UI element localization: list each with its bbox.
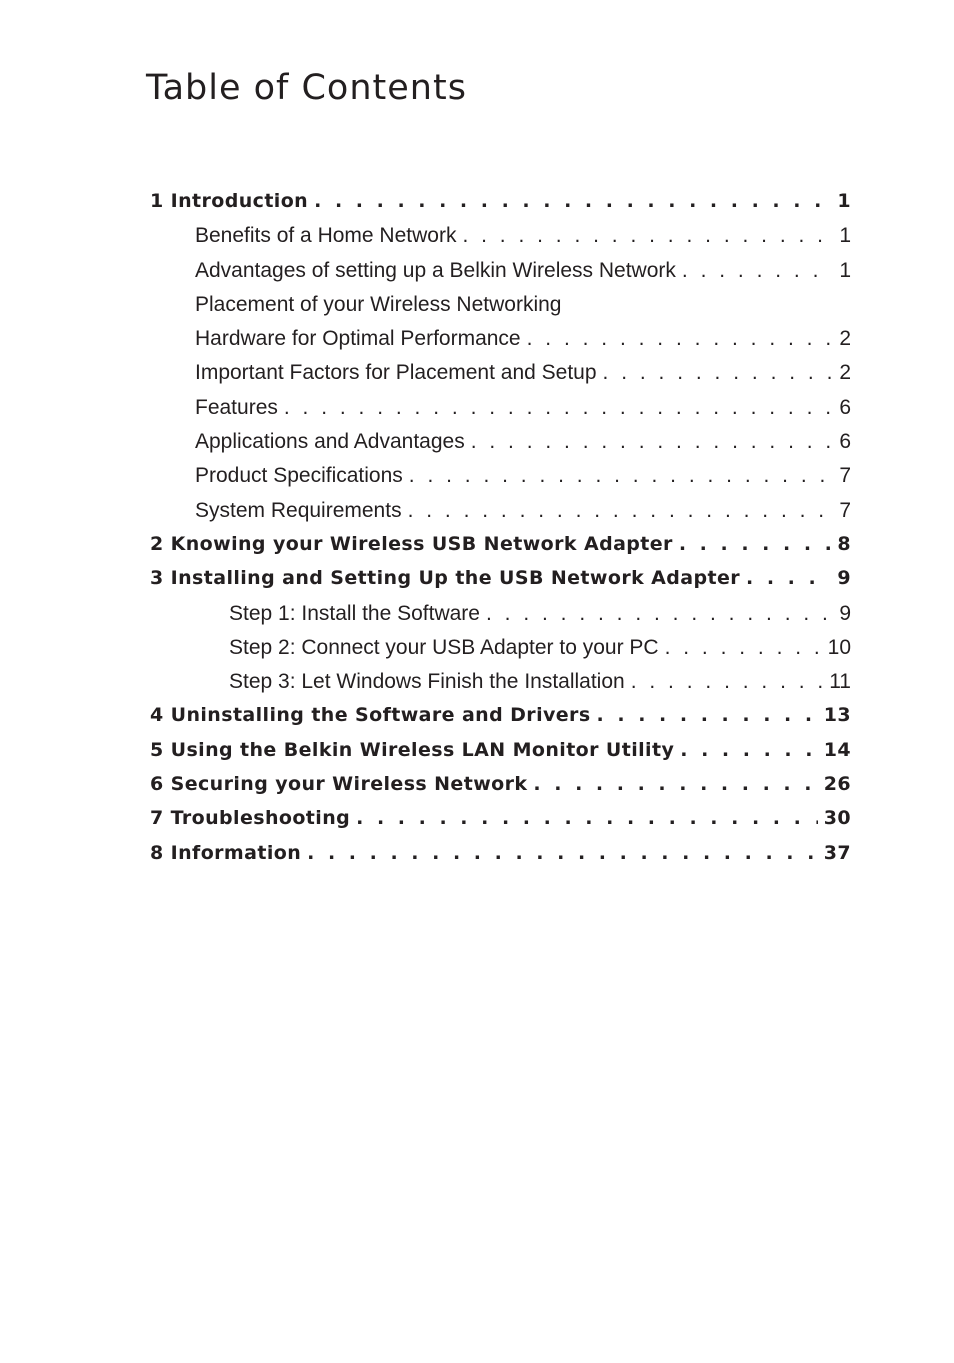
toc-entry-label: 4 Uninstalling the Software and Drivers: [150, 704, 591, 727]
toc-entry-page: 1: [839, 258, 851, 282]
toc-entry-page: 14: [823, 738, 851, 761]
dot-leader: [486, 602, 833, 626]
toc-entry-label: Important Factors for Placement and Setup: [195, 361, 597, 385]
toc-entry-placement[interactable]: [150, 293, 851, 327]
dot-leader: [665, 636, 822, 660]
toc-entry-page: 37: [823, 841, 851, 864]
toc-entry-features[interactable]: [150, 396, 851, 430]
toc-entry-page: 26: [823, 773, 851, 796]
toc-entry-label: 8 Information: [150, 841, 302, 864]
toc-entry-label: Applications and Advantages: [195, 430, 465, 454]
toc-entry-page: 10: [827, 635, 851, 659]
toc-entry-page: 11: [829, 670, 851, 694]
toc-entry-page: 9: [839, 601, 851, 625]
toc-entry-applications[interactable]: [150, 430, 851, 464]
toc-entry-step-3[interactable]: [150, 670, 851, 704]
toc-entry-label: Step 2: Connect your USB Adapter to your PC: [229, 635, 659, 659]
dot-leader: [533, 773, 817, 795]
dot-leader: [314, 190, 831, 212]
toc-entry-page: 30: [823, 807, 851, 830]
toc-entry-label: 1 Introduction: [150, 190, 309, 212]
toc-entry-page: 9: [837, 567, 851, 590]
toc-entry-label: 7 Troubleshooting: [150, 807, 351, 830]
toc-entry-installing[interactable]: [150, 567, 851, 601]
toc-entry-hardware-performance[interactable]: [150, 327, 851, 361]
toc-entry-label: 5 Using the Belkin Wireless LAN Monitor Utility: [150, 738, 675, 761]
toc-entry-page: 7: [839, 498, 851, 522]
toc-entry-label: Advantages of setting up a Belkin Wireless Network: [195, 258, 676, 282]
toc-entry-securing[interactable]: [150, 773, 851, 807]
toc-entry-uninstalling[interactable]: [150, 704, 851, 738]
toc-entry-label: Product Specifications: [195, 464, 403, 488]
toc-entry-troubleshooting[interactable]: [150, 807, 851, 841]
dot-leader: [284, 396, 833, 420]
toc-entry-knowing-adapter[interactable]: [150, 533, 851, 567]
dot-leader: [680, 739, 818, 761]
toc-entry-label: Features: [195, 395, 278, 419]
dot-leader: [409, 464, 834, 488]
dot-leader: [631, 670, 823, 694]
dot-leader: [408, 499, 834, 523]
toc-entry-page: 2: [839, 327, 851, 351]
toc-entry-specifications[interactable]: [150, 464, 851, 498]
page-title: Table of Contents: [146, 68, 467, 108]
dot-leader: [307, 842, 818, 864]
toc-entry-label: 6 Securing your Wireless Network: [150, 773, 528, 796]
toc-entry-step-2[interactable]: [150, 636, 851, 670]
toc-entry-label: System Requirements: [195, 498, 402, 522]
dot-leader: [356, 807, 818, 829]
toc-entry-placement-factors[interactable]: [150, 361, 851, 395]
toc-entry-label: Step 1: Install the Software: [229, 601, 480, 625]
toc-entry-label: Benefits of a Home Network: [195, 224, 457, 248]
toc-entry-label: 3 Installing and Setting Up the USB Network Adapter: [150, 567, 741, 590]
dot-leader: [603, 361, 834, 385]
table-of-contents: [150, 190, 851, 876]
toc-entry-page: 2: [839, 361, 851, 385]
dot-leader: [471, 430, 834, 454]
toc-entry-page: 1: [839, 224, 851, 248]
toc-entry-page: 7: [839, 464, 851, 488]
toc-entry-advantages[interactable]: [150, 259, 851, 293]
toc-entry-step-1[interactable]: [150, 602, 851, 636]
dot-leader: [682, 259, 833, 283]
toc-entry-benefits[interactable]: [150, 224, 851, 258]
dot-leader: [679, 533, 832, 555]
toc-entry-page: 8: [837, 532, 851, 555]
toc-entry-label: 2 Knowing your Wireless USB Network Adapter: [150, 532, 673, 555]
dot-leader: [462, 224, 833, 248]
toc-entry-label: Step 3: Let Windows Finish the Installation: [229, 670, 625, 694]
dot-leader: [597, 704, 818, 726]
toc-entry-page: 13: [823, 704, 851, 727]
toc-entry-label: Hardware for Optimal Performance: [195, 327, 521, 351]
toc-entry-system-requirements[interactable]: [150, 499, 851, 533]
toc-entry-information[interactable]: [150, 842, 851, 876]
toc-entry-page: 1: [837, 190, 851, 212]
toc-entry-page: 6: [839, 395, 851, 419]
toc-entry-label: Placement of your Wireless Networking: [195, 292, 562, 316]
toc-entry-introduction[interactable]: [150, 190, 851, 224]
toc-entry-page: 6: [839, 430, 851, 454]
dot-leader: [527, 327, 834, 351]
dot-leader: [746, 567, 831, 589]
toc-entry-monitor-utility[interactable]: [150, 739, 851, 773]
